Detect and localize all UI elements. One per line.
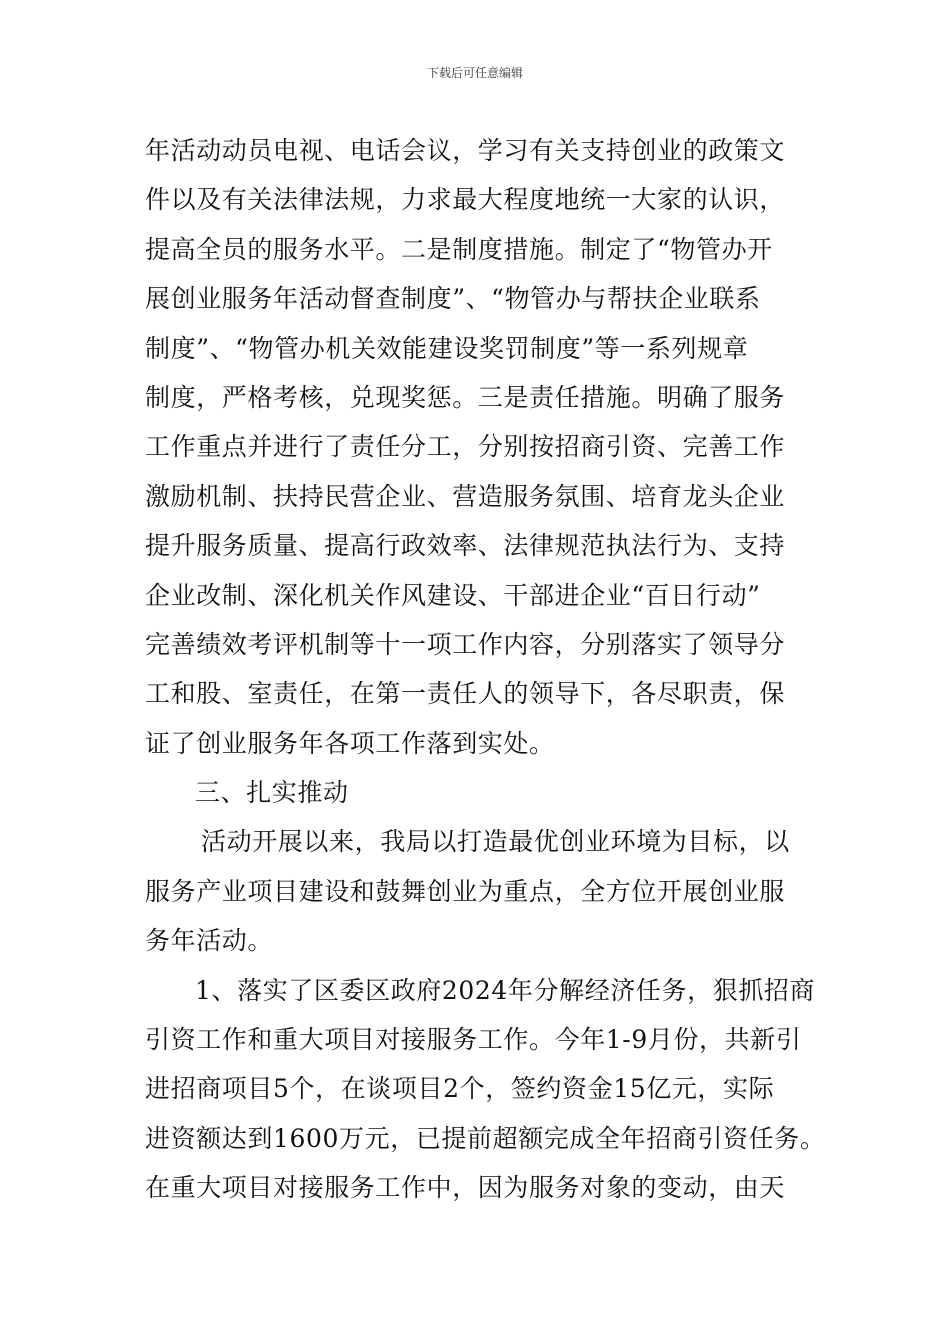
paragraph-first-line: 1、落实了区委区政府2024年分解经济任务，狠抓招商: [195, 975, 816, 1005]
text-line: 企业改制、深化机关作风建设、干部进企业“百日行动”: [145, 580, 761, 610]
text-line: 工和股、室责任，在第一责任人的领导下，各尽职责，保: [145, 679, 786, 709]
text-line: 服务产业项目建设和鼓舞创业为重点，全方位开展创业服: [145, 876, 786, 906]
text-line: 进招商项目5个，在谈项目2个，签约资金15亿元，实际: [145, 1074, 775, 1104]
text-line: 件以及有关法律法规，力求最大程度地统一大家的认识，: [145, 185, 786, 215]
text-line: 年活动动员电视、电话会议，学习有关支持创业的政策文: [145, 136, 786, 165]
text-line: 证了创业服务年各项工作落到实处。: [145, 728, 555, 758]
text-line: 工作重点并进行了责任分工，分别按招商引资、完善工作: [145, 432, 786, 462]
text-line: 激励机制、扶持民营企业、营造服务氛围、培育龙头企业: [145, 481, 786, 511]
text-line: 务年活动。: [145, 926, 274, 956]
page-header-note: 下载后可任意编辑: [426, 66, 523, 80]
section-heading: 三、扎实推动: [195, 778, 349, 808]
text-line: 进资额达到1600万元，已提前超额完成全年招商引资任务。: [145, 1123, 826, 1153]
text-line: 提升服务质量、提高行政效率、法律规范执法行为、支持: [145, 531, 786, 561]
text-line: 引资工作和重大项目对接服务工作。今年1-9月份，共新引: [145, 1025, 802, 1055]
text-line: 提高全员的服务水平。二是制度措施。制定了“物管办开: [145, 234, 773, 264]
text-line: 在重大项目对接服务工作中，因为服务对象的变动，由天: [145, 1173, 786, 1203]
paragraph-first-line: 活动开展以来，我局以打造最优创业环境为目标，以: [201, 827, 790, 857]
document-body: [145, 126, 825, 1213]
text-line: 制度，严格考核，兑现奖惩。三是责任措施。明确了服务: [145, 382, 786, 412]
text-line: 制度”、“物管办机关效能建设奖罚制度”等一系列规章: [145, 333, 749, 363]
text-line: 展创业服务年活动督查制度”、“物管办与帮扶企业联系: [145, 284, 761, 314]
text-line: 完善绩效考评机制等十一项工作内容，分别落实了领导分: [145, 629, 786, 659]
